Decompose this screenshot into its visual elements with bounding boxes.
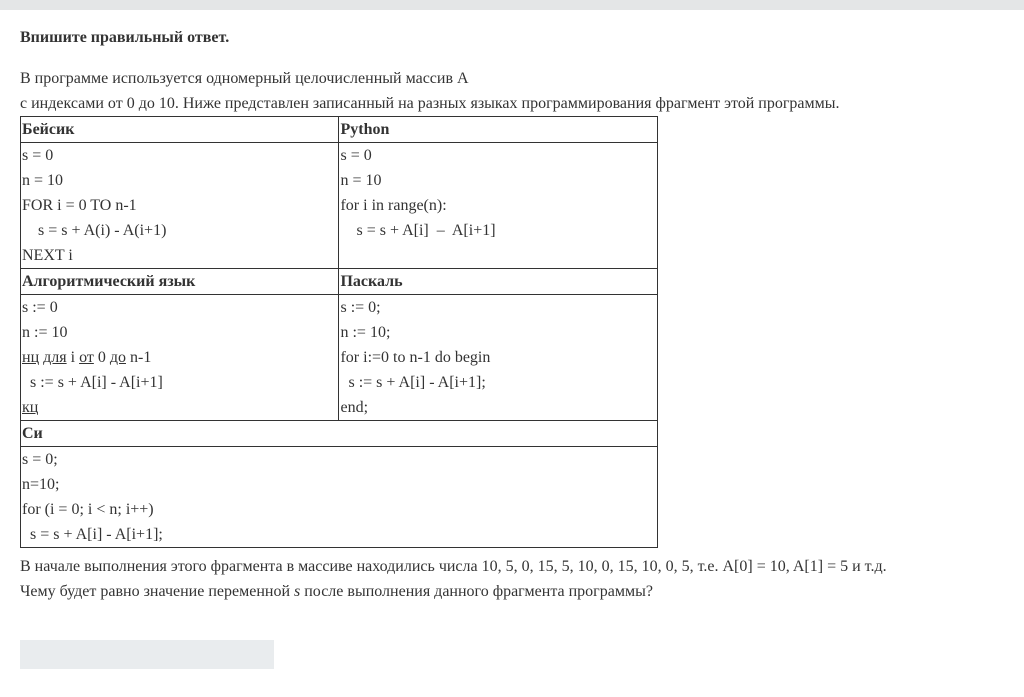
task-intro bbox=[20, 66, 840, 116]
code-line: s = s + A[i] – A[i+1] bbox=[340, 222, 496, 239]
variable-s: s bbox=[294, 583, 301, 600]
code-line-loop bbox=[22, 345, 338, 370]
keyword-to: до bbox=[109, 349, 126, 366]
intro-line-2: с индексами от 0 до 10. Ниже представлен записанный на разных языках программирования фрагмент этой программы. bbox=[20, 95, 840, 112]
loop-to-value: n-1 bbox=[129, 349, 152, 366]
code-line: n := 10; bbox=[340, 324, 391, 341]
code-line: s := 0; bbox=[340, 299, 381, 316]
outro-line-1: В начале выполнения этого фрагмента в массиве находились числа 10, 5, 0, 15, 5, 10, 0, 15, 10, 0, 5, т.е. A[0] = 10, A[1] = 5 и т.д. bbox=[20, 558, 887, 575]
code-line: for i:=0 to n-1 do begin bbox=[340, 349, 491, 366]
code-line: s := 0 bbox=[22, 299, 58, 316]
code-line: n = 10 bbox=[340, 172, 382, 189]
code-c bbox=[21, 447, 658, 548]
loop-var: i bbox=[70, 349, 76, 366]
code-line: for i in range(n): bbox=[340, 197, 447, 214]
code-python bbox=[339, 143, 658, 269]
code-table bbox=[20, 116, 658, 548]
answer-input[interactable] bbox=[20, 640, 274, 669]
code-pascal bbox=[339, 295, 658, 421]
code-algorithmic bbox=[21, 295, 339, 421]
code-line: s = 0 bbox=[22, 147, 54, 164]
outro-line-2: Чему будет равно значение переменной s после выполнения данного фрагмента программы? bbox=[20, 583, 653, 600]
code-line: n = 10 bbox=[22, 172, 64, 189]
header-pascal: Паскаль bbox=[339, 269, 658, 295]
keyword-from: от bbox=[79, 349, 94, 366]
header-algorithmic: Алгоритмический язык bbox=[21, 269, 339, 295]
code-line: s = 0; bbox=[22, 451, 58, 468]
keyword-nc: нц bbox=[22, 349, 40, 366]
keyword-kc: кц bbox=[22, 399, 39, 416]
keyword-for: для bbox=[43, 349, 67, 366]
code-line: s := s + A[i] - A[i+1] bbox=[22, 374, 163, 391]
code-line: FOR i = 0 TO n-1 bbox=[22, 197, 137, 214]
code-line: end; bbox=[340, 399, 369, 416]
header-basic: Бейсик bbox=[21, 117, 339, 143]
header-c: Си bbox=[21, 421, 658, 447]
task-question bbox=[20, 554, 887, 604]
code-line: s = 0 bbox=[340, 147, 372, 164]
code-basic bbox=[21, 143, 339, 269]
code-line: n=10; bbox=[22, 476, 60, 493]
code-line: for (i = 0; i < n; i++) bbox=[22, 501, 154, 518]
code-line: s := s + A[i] - A[i+1]; bbox=[340, 374, 486, 391]
intro-line-1: В программе используется одномерный целочисленный массив A bbox=[20, 70, 469, 87]
top-bar bbox=[0, 0, 1024, 10]
code-line: s = s + A(i) - A(i+1) bbox=[22, 222, 167, 239]
task-instruction: Впишите правильный ответ. bbox=[20, 29, 230, 46]
loop-from-value: 0 bbox=[97, 349, 106, 366]
header-python: Python bbox=[339, 117, 658, 143]
code-line: s = s + A[i] - A[i+1]; bbox=[22, 526, 163, 543]
code-line: n := 10 bbox=[22, 324, 68, 341]
code-line: NEXT i bbox=[22, 247, 73, 264]
